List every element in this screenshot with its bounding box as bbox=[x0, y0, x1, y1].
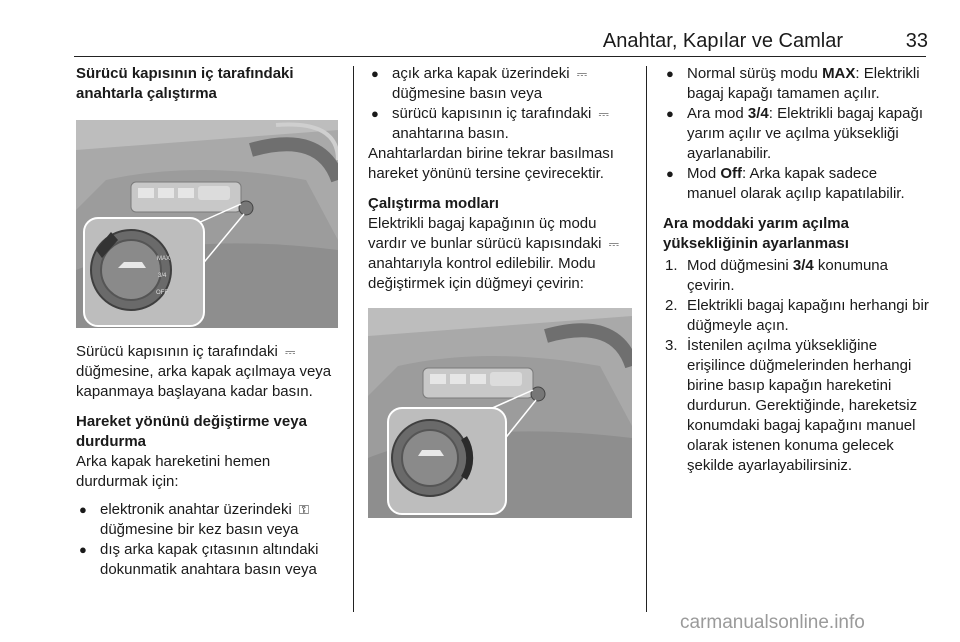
step-2: 2. Elektrikli bagaj kapağını herhangi bir düğmeyle açın. bbox=[665, 297, 929, 334]
paragraph-modes: Elektrikli bagaj kapağının üç modu vardır ve bunlar sürücü kapısındaki ⎓ anahtarıyla kontrol edilebilir. Modu değiştirmek için düğmeyi çevirin: bbox=[368, 215, 619, 292]
paragraph-reverse: Anahtarlardan birine tekrar basılması hareket yönünü tersine çevirecektir. bbox=[368, 145, 614, 182]
tailgate-icon: ⎓ bbox=[598, 106, 609, 121]
key-icon: ⚿ bbox=[298, 502, 309, 517]
section-heading-half-open: Ara moddaki yarım açılma yüksekliğinin ayarlanması bbox=[663, 215, 849, 252]
step-1: 1. Mod düğmesini 3/4 konumuna çevirin. bbox=[665, 257, 888, 294]
section-heading-driver-door: Sürücü kapısının iç tarafındaki anahtarla çalıştırma bbox=[76, 65, 294, 102]
step-3: 3. İstenilen açılma yüksekliğine erişilince düğmelerinden herhangi birine basıp kapağın hareketini durdurun. Gerektiğinde, hareketsiz konumdaki bagaj kapağını manuel olarak istenen konuma gelecek şekilde ayarlayabilirsiniz. bbox=[665, 337, 918, 474]
bullet-mode-34: ● Ara mod 3/4: Elektrikli bagaj kapağı yarım açılır ve açılma yüksekliği ayarlanabilir. bbox=[663, 104, 929, 164]
switch-label-max: MAX bbox=[157, 256, 171, 262]
column-2 bbox=[368, 64, 636, 532]
switch-label-off: OFF bbox=[156, 290, 168, 296]
column-divider-1 bbox=[353, 66, 354, 612]
tailgate-icon: ⎓ bbox=[608, 236, 619, 251]
column-3 bbox=[663, 64, 929, 476]
bullet-mode-max: ● Normal sürüş modu MAX: Elektrikli bagaj kapağı tamamen açılır. bbox=[663, 64, 929, 104]
column-1 bbox=[76, 64, 342, 580]
mode-switch-illustration bbox=[368, 308, 632, 518]
tailgate-icon: ⎓ bbox=[576, 66, 588, 81]
column-divider-2 bbox=[646, 66, 647, 612]
page-number: 33 bbox=[905, 30, 928, 52]
section-heading-modes: Çalıştırma modları bbox=[368, 195, 499, 212]
header-rule bbox=[74, 56, 926, 57]
bullet-touch-switch: ● dış arka kapak çıtasının altındaki dokunmatik anahtara basın veya bbox=[76, 540, 342, 580]
door-switch-illustration bbox=[76, 120, 338, 328]
switch-label-34: 3/4 bbox=[158, 273, 167, 279]
paragraph-stop-intro: Arka kapak hareketini hemen durdurmak için: bbox=[76, 453, 271, 490]
watermark: carmanualsonline.info bbox=[680, 612, 865, 633]
bullet-open-tailgate: ● açık arka kapak üzerindeki ⎓ düğmesine basın veya bbox=[368, 64, 636, 104]
bullet-driver-door-switch: ● sürücü kapısının iç tarafındaki ⎓ anahtarına basın. bbox=[368, 104, 636, 144]
paragraph-press-switch: Sürücü kapısının iç tarafındaki ⎓ düğmesine, arka kapak açılmaya veya kapanmaya başlayana kadar basın. bbox=[76, 343, 332, 400]
bullet-mode-off: ● Mod Off: Arka kapak sadece manuel olarak açılıp kapatılabilir. bbox=[663, 164, 929, 204]
tailgate-icon: ⎓ bbox=[284, 344, 296, 359]
bullet-electronic-key: ● elektronik anahtar üzerindeki ⚿ düğmesine bir kez basın veya bbox=[76, 500, 342, 540]
header-title: Anahtar, Kapılar ve Camlar bbox=[602, 30, 843, 52]
section-heading-direction: Hareket yönünü değiştirme veya durdurma bbox=[76, 413, 307, 450]
